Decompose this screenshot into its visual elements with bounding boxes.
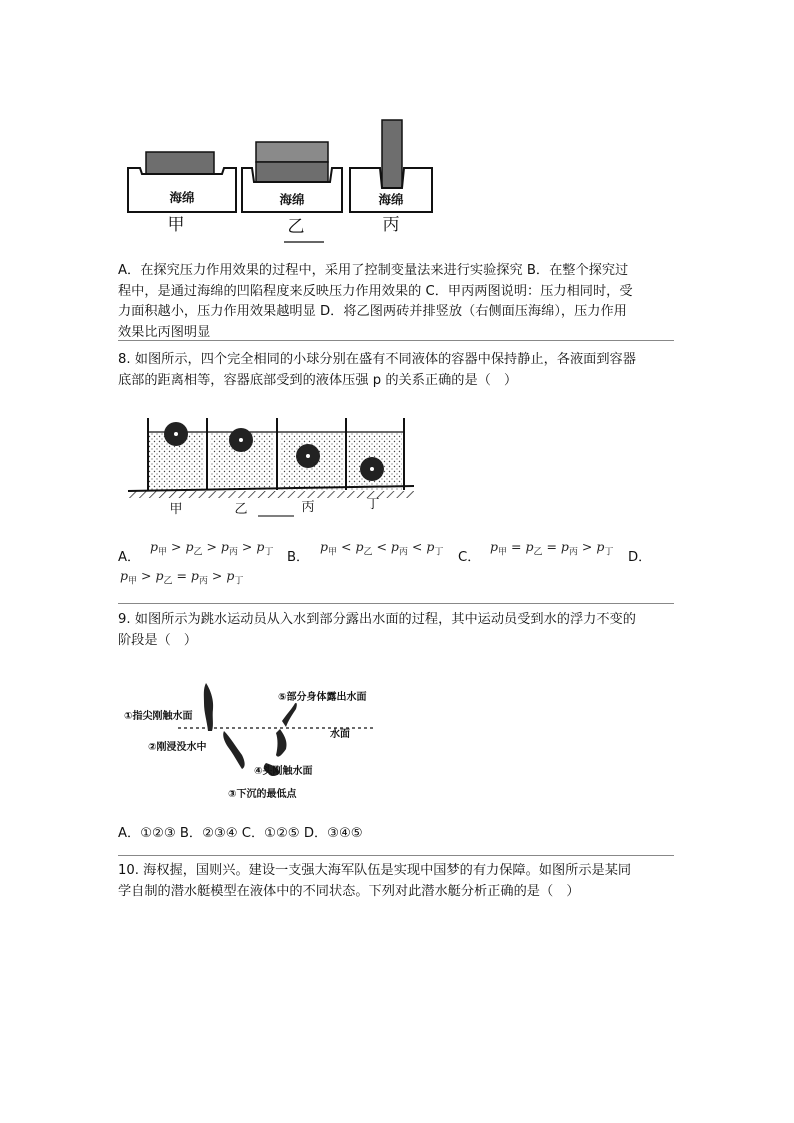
sponge-setup-bing bbox=[350, 120, 432, 212]
q8-option-b: $p_甲 < p_乙 < p_丙 < p_丁$ bbox=[320, 539, 444, 558]
sponge-experiment-figure bbox=[118, 112, 448, 247]
four-containers-figure bbox=[118, 410, 418, 520]
diver-1 bbox=[204, 683, 213, 731]
q10-stem-line: 10. 海权握，国则兴。建设一支强大海军队伍是实现中国梦的有力保障。如图所示是某同 bbox=[118, 863, 632, 878]
caption-yi: 乙 bbox=[234, 502, 248, 517]
q7-option-line: 效果比丙图明显 bbox=[118, 324, 211, 340]
sponge-label-bing: 海绵 bbox=[378, 192, 404, 207]
q8-option-c: $p_甲 = p_乙 = p_丙 > p_丁$ bbox=[490, 539, 614, 558]
caption-yi: 乙 bbox=[287, 217, 305, 237]
q7-option-line: 程中，是通过海绵的凹陷程度来反映压力作用效果的 C．甲丙两图说明：压力相同时，受 bbox=[118, 283, 633, 299]
q9-options: A．①②③ B．②③④ C．①②⑤ D．③④⑤ bbox=[118, 826, 363, 841]
separator bbox=[118, 603, 674, 604]
label-head-touch: ④头刚触水面 bbox=[254, 766, 313, 777]
caption-jia: 甲 bbox=[167, 215, 185, 235]
sponge-setup-jia bbox=[128, 152, 236, 212]
ball bbox=[296, 444, 320, 468]
ball bbox=[360, 457, 384, 481]
ball bbox=[229, 428, 253, 452]
q8-option-b-letter: B． bbox=[287, 550, 310, 565]
label-lowest-point: ③下沉的最低点 bbox=[228, 789, 297, 800]
q8-option-a-letter: A． bbox=[118, 550, 141, 565]
q9-stem-line: 阶段是（ ） bbox=[118, 632, 198, 648]
label-water-surface: 水面 bbox=[330, 729, 350, 740]
separator bbox=[118, 855, 674, 856]
ball bbox=[164, 422, 188, 446]
diver-2 bbox=[223, 731, 244, 769]
q10-stem bbox=[118, 861, 631, 902]
sponge-label-jia: 海绵 bbox=[169, 190, 195, 205]
caption-bing: 丙 bbox=[382, 215, 400, 235]
q8-stem-line: 8. 如图所示，四个完全相同的小球分别在盛有不同液体的容器中保持静止，各液面到容器 bbox=[118, 352, 636, 367]
q9-stem-line: 9. 如图所示为跳水运动员从入水到部分露出水面的过程，其中运动员受到水的浮力不变的 bbox=[118, 612, 636, 627]
label-fingertip-touch: ①指尖刚触水面 bbox=[124, 711, 193, 722]
diver-5 bbox=[282, 703, 297, 727]
label-just-submerged: ②刚浸没水中 bbox=[148, 742, 207, 753]
q8-option-c-letter: C． bbox=[458, 550, 481, 565]
separator bbox=[118, 340, 674, 341]
q8-stem-line: 底部的距离相等，容器底部受到的液体压强 p 的关系正确的是（ ） bbox=[118, 372, 518, 388]
q8-option-d: $p_甲 > p_乙 = p_丙 > p_丁$ bbox=[120, 568, 244, 587]
q9-stem bbox=[118, 610, 636, 651]
sponge-label-yi: 海绵 bbox=[279, 192, 305, 207]
label-partially-above: ⑤部分身体露出水面 bbox=[278, 692, 367, 703]
q8-option-a: $p_甲 > p_乙 > p_丙 > p_丁$ bbox=[150, 539, 274, 558]
q7-option-line: A．在探究压力作用效果的过程中，采用了控制变量法来进行实验探究 B．在整个探究过 bbox=[118, 263, 629, 278]
q8-option-d-letter: D． bbox=[628, 550, 652, 565]
sponge-setup-yi bbox=[242, 142, 342, 212]
q7-options bbox=[118, 261, 633, 343]
caption-ding: 丁 bbox=[366, 497, 380, 512]
q7-option-line: 力面积越小，压力作用效果越明显 D．将乙图两砖并排竖放（右侧面压海绵），压力作用 bbox=[118, 304, 627, 319]
q8-stem bbox=[118, 350, 636, 391]
caption-bing: 丙 bbox=[301, 500, 315, 515]
diver-4 bbox=[276, 729, 287, 757]
caption-jia: 甲 bbox=[169, 502, 183, 517]
q10-stem-line: 学自制的潜水艇模型在液体中的不同状态。下列对此潜水艇分析正确的是（ ） bbox=[118, 883, 580, 899]
diver-figure bbox=[118, 675, 418, 805]
